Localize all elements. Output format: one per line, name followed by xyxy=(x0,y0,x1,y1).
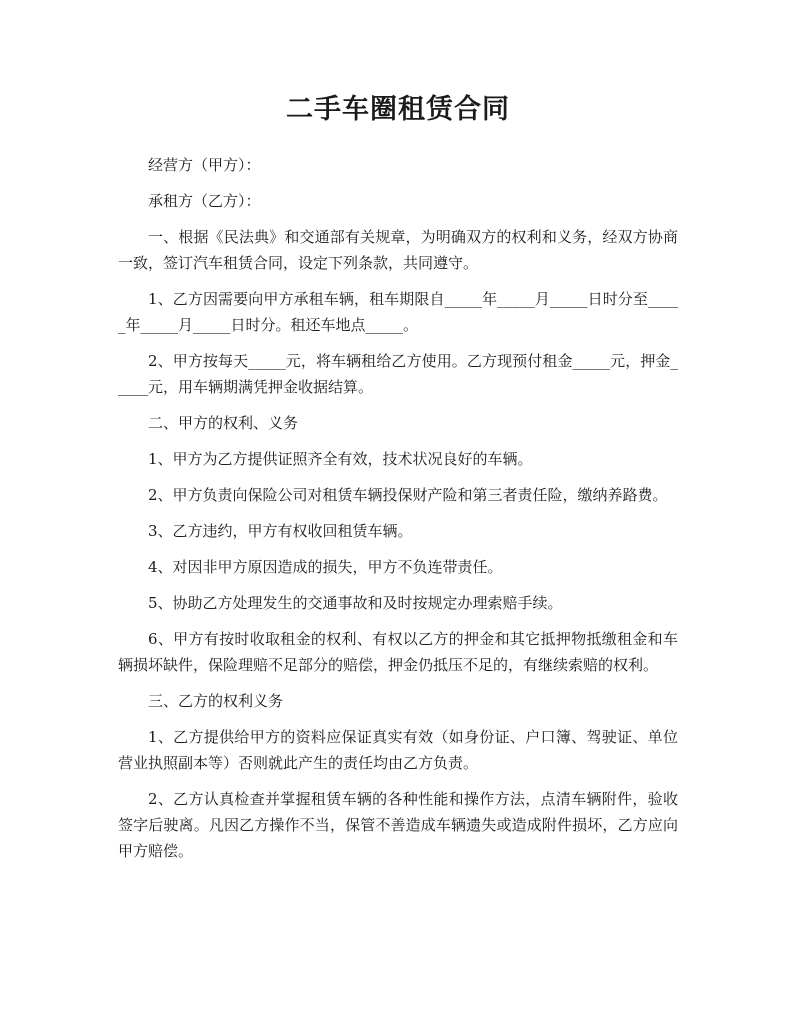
party-a-item-1: 1、甲方为乙方提供证照齐全有效，技术状况良好的车辆。 xyxy=(148,450,533,468)
party-a-item-5: 5、协助乙方处理发生的交通事故和及时按规定办理索赔手续。 xyxy=(148,594,563,612)
party-b-item-2: 2、乙方认真检查并掌握租赁车辆的各种性能和操作方法，点清车辆附件，验收签字后驶离。凡因乙方操作不当，保管不善造成车辆遗失或造成附件损坏，乙方应向甲方赔偿。 xyxy=(118,790,678,860)
clause-rental-period: 1、乙方因需要向甲方承租车辆，租车期限自_____年_____月_____日时分至_____年_____月_____日时分。租还车地点_____。 xyxy=(118,290,678,334)
party-a-item-4: 4、对因非甲方原因造成的损失，甲方不负连带责任。 xyxy=(148,558,503,576)
party-a-line: 经营方（甲方）： xyxy=(148,156,261,174)
clause-intro: 一、根据《民法典》和交通部有关规章，为明确双方的权利和义务，经双方协商一致，签订汽车租赁合同，设定下列条款，共同遵守。 xyxy=(118,228,678,272)
party-a-item-2: 2、甲方负责向保险公司对租赁车辆投保财产险和第三者责任险，缴纳养路费。 xyxy=(148,486,668,504)
clause-rent-deposit: 2、甲方按每天_____元，将车辆租给乙方使用。乙方现预付租金_____元，押金_____元，用车辆期满凭押金收据结算。 xyxy=(118,352,678,396)
party-b-line: 承租方（乙方）： xyxy=(148,192,261,210)
section-heading-party-a: 二、甲方的权利、义务 xyxy=(148,414,299,432)
party-a-item-3: 3、乙方违约，甲方有权收回租赁车辆。 xyxy=(148,522,413,540)
document-title: 二手车圈租赁合同 xyxy=(286,94,510,125)
section-heading-party-b: 三、乙方的权利义务 xyxy=(148,692,284,710)
party-a-item-6: 6、甲方有按时收取租金的权利、有权以乙方的押金和其它抵押物抵缴租金和车辆损坏缺件，保险理赔不足部分的赔偿，押金仍抵压不足的，有继续索赔的权利。 xyxy=(118,630,678,674)
party-b-item-1: 1、乙方提供给甲方的资料应保证真实有效（如身份证、户口簿、驾驶证、单位营业执照副本等）否则就此产生的责任均由乙方负责。 xyxy=(118,728,678,772)
